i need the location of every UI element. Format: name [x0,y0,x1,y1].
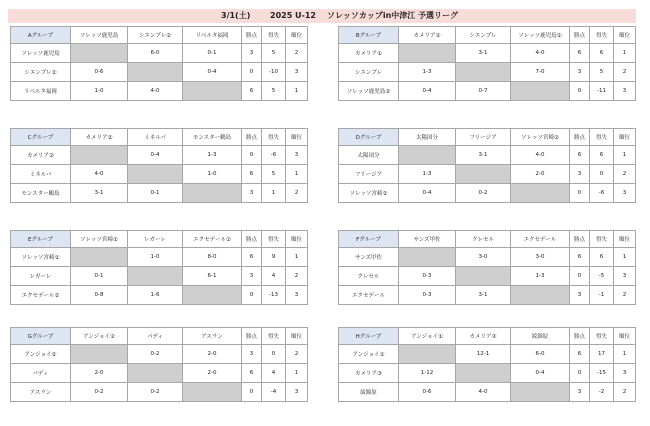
points-value: 6 [242,364,262,383]
match-result: 7-0 [511,63,570,82]
team-header: エクセデール② [183,231,242,248]
goal-diff-value: 5 [262,82,286,101]
table-row [11,63,308,82]
group-table [10,128,308,203]
team-name: ソレッソ鹿児島② [339,82,399,101]
rank-value: 1 [286,364,308,383]
match-result: 1-3 [399,63,456,82]
table-row [339,383,636,402]
points-header: 勝点 [570,328,590,345]
header-row [339,231,636,248]
blank-cell [456,63,511,82]
match-result: 3-0 [511,248,570,267]
rank-value: 3 [614,364,636,383]
rank-value: 3 [614,184,636,203]
table-row [339,82,636,101]
rank-header: 順位 [286,231,308,248]
rank-value: 1 [614,248,636,267]
match-result: 4-0 [71,165,128,184]
match-result: 2-0 [183,364,242,383]
team-name: エクセデール② [11,286,71,305]
points-value: 3 [570,286,590,305]
table-row [11,248,308,267]
rank-value: 1 [286,248,308,267]
team-header: 太陽国分 [399,129,456,146]
team-name: 綾錦原 [339,383,399,402]
match-result: 1-3 [183,146,242,165]
title-event: ソレッソカップin中津江 予選リーグ [327,11,459,20]
match-result: 2-0 [71,364,128,383]
team-header: フリージア [456,129,511,146]
match-result: 4-0 [511,146,570,165]
blank-cell [183,383,242,402]
rank-value: 1 [614,146,636,165]
team-header: エクセデール [511,231,570,248]
table-row [11,364,308,383]
match-result: 0-2 [456,184,511,203]
goal-diff-header: 得失 [590,27,614,44]
points-value: 6 [570,248,590,267]
rank-header: 順位 [614,27,636,44]
header-row [11,27,308,44]
table-row [11,165,308,184]
goal-diff-header: 得失 [590,231,614,248]
team-name: リベルタ福岡 [11,82,71,101]
header-row [11,231,308,248]
blank-cell [511,383,570,402]
blank-cell [399,146,456,165]
rank-value: 2 [614,286,636,305]
goal-diff-value: 17 [590,345,614,364]
goal-diff-value: 6 [590,248,614,267]
goal-diff-header: 得失 [262,328,286,345]
header-row [11,328,308,345]
team-header: カメリア① [399,27,456,44]
goal-diff-value: 5 [590,63,614,82]
match-result: 4-0 [456,383,511,402]
goal-diff-value: 4 [262,267,286,286]
team-name: ソレッソ鹿児島 [11,44,71,63]
goal-diff-header: 得失 [262,129,286,146]
points-header: 勝点 [242,129,262,146]
goal-diff-value: -6 [262,146,286,165]
points-value: 6 [242,82,262,101]
points-value: 0 [570,82,590,101]
points-value: 3 [570,383,590,402]
rank-value: 2 [286,345,308,364]
goal-diff-value: 0 [262,345,286,364]
match-result: 0-4 [128,146,183,165]
goal-diff-value: 9 [262,248,286,267]
match-result: 3-0 [456,248,511,267]
match-result: 3-1 [456,44,511,63]
match-result: 0-7 [456,82,511,101]
blank-cell [183,184,242,203]
match-result: 3-1 [71,184,128,203]
rank-value: 1 [286,82,308,101]
match-result: 6-1 [183,267,242,286]
group-name: Bグループ [339,27,399,44]
goal-diff-header: 得失 [262,231,286,248]
match-result: 0-6 [399,383,456,402]
table-row [11,383,308,402]
table-row [339,146,636,165]
match-result: 4-0 [128,82,183,101]
team-name: カメリア③ [339,364,399,383]
points-value: 6 [570,44,590,63]
table-row [339,286,636,305]
rank-header: 順位 [614,129,636,146]
table-row [11,345,308,364]
blank-cell [456,364,511,383]
table-row [339,345,636,364]
match-result: 0-1 [128,184,183,203]
points-value: 6 [570,345,590,364]
rank-value: 2 [614,63,636,82]
group-name: Cグループ [11,129,71,146]
match-result: 2-0 [511,165,570,184]
match-result: 1-3 [511,267,570,286]
match-result: 6-0 [128,44,183,63]
blank-cell [128,364,183,383]
rank-value: 3 [286,286,308,305]
rank-value: 2 [286,44,308,63]
team-name: ソレッソ宮崎② [339,184,399,203]
rank-value: 3 [286,63,308,82]
points-value: 6 [570,146,590,165]
points-header: 勝点 [570,27,590,44]
team-name: シエンプレ [339,63,399,82]
table-row [339,44,636,63]
points-value: 0 [242,146,262,165]
goal-diff-value: -13 [262,286,286,305]
rank-header: 順位 [614,231,636,248]
rank-value: 3 [614,82,636,101]
points-value: 3 [242,44,262,63]
group-name: Dグループ [339,129,399,146]
header-row [339,27,636,44]
team-header: ソレッソ鹿児島② [511,27,570,44]
title-bar [8,9,636,23]
points-value: 6 [242,165,262,184]
rank-header: 順位 [286,27,308,44]
match-result: 1-0 [128,248,183,267]
match-result: 0-4 [183,63,242,82]
points-value: 3 [242,267,262,286]
group-table [338,327,636,402]
table-row [339,248,636,267]
goal-diff-value: 6 [590,146,614,165]
match-result: 0-1 [71,267,128,286]
rank-value: 2 [286,267,308,286]
match-result: 1-6 [128,286,183,305]
match-result: 0-8 [71,286,128,305]
match-result: 0-1 [183,44,242,63]
match-result: 3-1 [456,146,511,165]
group-table [338,128,636,203]
goal-diff-value: -15 [590,364,614,383]
table-row [339,184,636,203]
blank-cell [183,286,242,305]
title-year: 2025 U-12 [270,11,316,20]
points-value: 0 [570,184,590,203]
goal-diff-header: 得失 [262,27,286,44]
match-result: 3-1 [456,286,511,305]
points-value: 3 [570,165,590,184]
team-name: ソレッソ宮崎① [11,248,71,267]
group-table [10,26,308,101]
blank-cell [511,82,570,101]
blank-cell [456,267,511,286]
match-result: 6-0 [511,345,570,364]
header-row [339,328,636,345]
team-header: ソレッソ鹿児島 [71,27,128,44]
rank-value: 2 [614,383,636,402]
points-header: 勝点 [242,27,262,44]
rank-value: 2 [614,165,636,184]
goal-diff-value: -10 [262,63,286,82]
team-name: 太陽国分 [339,146,399,165]
goal-diff-value: -5 [590,267,614,286]
match-result: 0-6 [71,63,128,82]
team-name: カメリア① [339,44,399,63]
team-header: モンスター鶴島 [183,129,242,146]
header-row [11,129,308,146]
goal-diff-value: 4 [262,364,286,383]
blank-cell [71,248,128,267]
rank-header: 順位 [286,129,308,146]
goal-diff-header: 得失 [590,129,614,146]
team-name: サンズ甲佐 [339,248,399,267]
goal-diff-value: -4 [262,383,286,402]
match-result: 4-0 [511,44,570,63]
team-header: アスラン [183,328,242,345]
group-table [10,327,308,402]
blank-cell [511,286,570,305]
match-result: 0-2 [128,345,183,364]
team-name: エクセデール [339,286,399,305]
group-name: Hグループ [339,328,399,345]
table-row [11,286,308,305]
blank-cell [71,44,128,63]
rank-header: 順位 [614,328,636,345]
blank-cell [511,184,570,203]
team-name: フリージア [339,165,399,184]
points-value: 0 [570,267,590,286]
points-value: 3 [242,184,262,203]
team-name: ミネルバ [11,165,71,184]
rank-value: 1 [286,165,308,184]
team-header: ソレッソ宮崎① [71,231,128,248]
team-header: シエンプレ [456,27,511,44]
match-result: 0-4 [399,184,456,203]
goal-diff-value: 5 [262,165,286,184]
points-value: 6 [242,248,262,267]
team-header: カメリア② [71,129,128,146]
blank-cell [128,267,183,286]
blank-cell [183,82,242,101]
team-name: シエンプレ② [11,63,71,82]
blank-cell [399,345,456,364]
goal-diff-value: 0 [590,165,614,184]
table-row [339,165,636,184]
table-row [11,267,308,286]
team-header: クレセル [456,231,511,248]
points-header: 勝点 [570,129,590,146]
goal-diff-value: -11 [590,82,614,101]
team-header: サンズ甲佐 [399,231,456,248]
points-value: 3 [570,63,590,82]
points-value: 0 [242,383,262,402]
team-name: モンスター鶴島 [11,184,71,203]
team-header: アンジョイ① [399,328,456,345]
team-name: レガーレ [11,267,71,286]
points-header: 勝点 [570,231,590,248]
team-header: レガーレ [128,231,183,248]
team-name: アンジョイ① [339,345,399,364]
rank-header: 順位 [286,328,308,345]
group-table [338,230,636,305]
group-name: Aグループ [11,27,71,44]
blank-cell [71,345,128,364]
goal-diff-header: 得失 [590,328,614,345]
team-name: アスラン [11,383,71,402]
table-row [339,63,636,82]
rank-value: 3 [286,383,308,402]
table-row [11,44,308,63]
team-header: ソレッソ宮崎② [511,129,570,146]
table-row [11,82,308,101]
goal-diff-value: 5 [262,44,286,63]
team-name: バディ [11,364,71,383]
match-result: 1-0 [183,165,242,184]
team-header: アンジョイ② [71,328,128,345]
group-table [338,26,636,101]
team-header: ミネルバ [128,129,183,146]
blank-cell [399,248,456,267]
points-value: 0 [570,364,590,383]
goal-diff-value: -6 [590,184,614,203]
rank-value: 1 [614,345,636,364]
blank-cell [128,165,183,184]
team-header: バディ [128,328,183,345]
team-header: リベルタ福岡 [183,27,242,44]
points-header: 勝点 [242,328,262,345]
table-row [11,184,308,203]
match-result: 1-12 [399,364,456,383]
points-value: 0 [242,63,262,82]
match-result: 0-2 [128,383,183,402]
group-name: Eグループ [11,231,71,248]
match-result: 1-0 [71,82,128,101]
group-name: Fグループ [339,231,399,248]
team-name: カメリア② [11,146,71,165]
goal-diff-value: 6 [590,44,614,63]
team-name: アンジョイ② [11,345,71,364]
team-header: シエンプレ② [128,27,183,44]
group-name: Gグループ [11,328,71,345]
match-result: 0-4 [399,82,456,101]
points-header: 勝点 [242,231,262,248]
match-result: 0-2 [71,383,128,402]
title-date: 3/1(土) [221,11,251,20]
header-row [339,129,636,146]
table-row [11,146,308,165]
team-name: クレセル [339,267,399,286]
match-result: 0-3 [399,286,456,305]
team-header: 綾錦原 [511,328,570,345]
rank-value: 3 [286,146,308,165]
table-row [339,364,636,383]
team-header: カメリア③ [456,328,511,345]
rank-value: 1 [614,44,636,63]
blank-cell [71,146,128,165]
match-result: 1-3 [399,165,456,184]
rank-value: 3 [614,267,636,286]
match-result: 8-0 [183,248,242,267]
match-result: 0-4 [511,364,570,383]
blank-cell [128,63,183,82]
table-row [339,267,636,286]
match-result: 0-3 [399,267,456,286]
match-result: 12-1 [456,345,511,364]
match-result: 2-0 [183,345,242,364]
goal-diff-value: -1 [590,286,614,305]
blank-cell [399,44,456,63]
goal-diff-value: 1 [262,184,286,203]
rank-value: 2 [286,184,308,203]
points-value: 3 [242,345,262,364]
blank-cell [456,165,511,184]
goal-diff-value: -2 [590,383,614,402]
group-table [10,230,308,305]
points-value: 0 [242,286,262,305]
